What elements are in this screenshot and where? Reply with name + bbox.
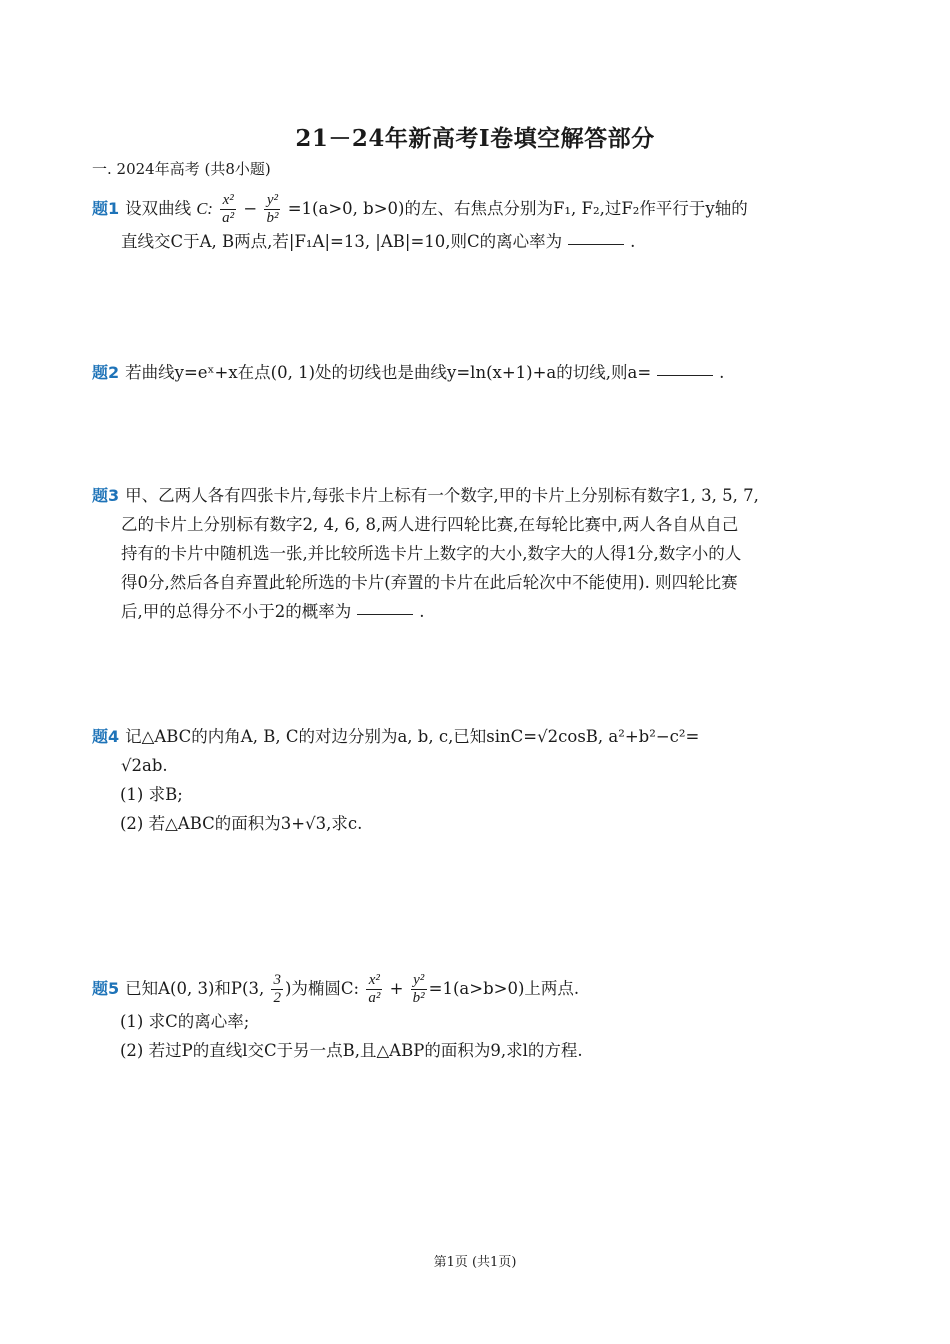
question-1-line-2 bbox=[92, 227, 862, 256]
question-4-part-1: (1) 求B; bbox=[120, 785, 183, 804]
question-5-part-2: (2) 若过P的直线l交C于另一点B,且△ABP的面积为9,求l的方程. bbox=[120, 1041, 583, 1060]
question-text: )为椭圆C: bbox=[284, 979, 360, 998]
question-1 bbox=[92, 192, 862, 256]
period: . bbox=[419, 602, 425, 621]
fraction-denominator: b² bbox=[412, 990, 425, 1006]
answer-blank[interactable] bbox=[657, 374, 713, 376]
question-4 bbox=[92, 722, 862, 838]
fraction-numerator: x² bbox=[220, 192, 236, 210]
question-text: 设双曲线 bbox=[125, 199, 192, 218]
question-5 bbox=[92, 972, 862, 1065]
question-4-part-2: (2) 若△ABC的面积为3+√3,求c. bbox=[120, 814, 363, 833]
fraction-denominator: b² bbox=[266, 210, 279, 226]
question-3-line-5 bbox=[92, 597, 862, 626]
question-1-line-1 bbox=[92, 192, 862, 227]
question-4-line-2: √2ab. bbox=[121, 756, 168, 775]
math-operator: − bbox=[243, 199, 258, 218]
question-number: 题1 bbox=[92, 199, 120, 218]
fraction-numerator: x² bbox=[366, 972, 382, 990]
question-number: 题5 bbox=[92, 979, 120, 998]
question-4-line-1 bbox=[92, 722, 862, 751]
fraction-denominator: 2 bbox=[273, 990, 281, 1006]
question-5-line-1 bbox=[92, 972, 862, 1007]
fraction-y2-b2 bbox=[264, 192, 280, 227]
question-text: =1(a>b>0)上两点. bbox=[428, 979, 580, 998]
question-text: 的左、右焦点分别为F₁, F₂,过F₂作平行于y轴的 bbox=[404, 199, 748, 218]
fraction-numerator: y² bbox=[411, 972, 427, 990]
question-number: 题3 bbox=[92, 486, 120, 505]
question-number: 题4 bbox=[92, 727, 120, 746]
fraction-denominator: a² bbox=[368, 990, 381, 1006]
question-2 bbox=[92, 358, 862, 387]
question-number: 题2 bbox=[92, 363, 120, 382]
period: . bbox=[630, 232, 636, 251]
math-operator: + bbox=[389, 979, 404, 998]
question-text: 若曲线y=eˣ+x在点(0, 1)处的切线也是曲线y=ln(x+1)+a的切线,则a= bbox=[125, 363, 652, 382]
question-text: 已知A(0, 3)和P(3, bbox=[125, 979, 265, 998]
page-footer: 第1页 (共1页) bbox=[433, 1255, 517, 1270]
math-condition: =1(a>0, b>0) bbox=[287, 199, 405, 218]
answer-blank[interactable] bbox=[357, 613, 413, 615]
period: . bbox=[719, 363, 725, 382]
question-3-line-3: 持有的卡片中随机选一张,并比较所选卡片上数字的大小,数字大的人得1分,数字小的人 bbox=[121, 544, 742, 563]
fraction-x2-a2 bbox=[366, 972, 382, 1007]
question-3 bbox=[92, 481, 862, 626]
question-text: 记△ABC的内角A, B, C的对边分别为a, b, c,已知sinC=√2cosB, a²+b²−c²= bbox=[125, 727, 700, 746]
section-heading: 一. 2024年高考 (共8小题) bbox=[92, 160, 271, 178]
question-3-line-4: 得0分,然后各自弃置此轮所选的卡片(弃置的卡片在此后轮次中不能使用). 则四轮比赛 bbox=[121, 573, 738, 592]
math-label: C: bbox=[196, 199, 213, 218]
fraction-numerator: y² bbox=[264, 192, 280, 210]
page-title: 21－24年新高考I卷填空解答部分 bbox=[295, 125, 655, 152]
fraction-x2-a2 bbox=[220, 192, 236, 227]
fraction-y2-b2 bbox=[411, 972, 427, 1007]
answer-blank[interactable] bbox=[568, 243, 624, 245]
question-3-line-1 bbox=[92, 481, 862, 510]
question-text: 甲、乙两人各有四张卡片,每张卡片上标有一个数字,甲的卡片上分别标有数字1, 3, 5, 7, bbox=[125, 486, 759, 505]
fraction-denominator: a² bbox=[222, 210, 235, 226]
question-3-line-2: 乙的卡片上分别标有数字2, 4, 6, 8,两人进行四轮比赛,在每轮比赛中,两人各自从自己 bbox=[121, 515, 739, 534]
fraction-numerator: 3 bbox=[273, 972, 281, 988]
question-text: 后,甲的总得分不小于2的概率为 bbox=[121, 602, 352, 621]
question-5-part-1: (1) 求C的离心率; bbox=[120, 1012, 250, 1031]
question-text: 直线交C于A, B两点,若|F₁A|=13, |AB|=10,则C的离心率为 bbox=[121, 232, 563, 251]
fraction-3-2 bbox=[271, 972, 283, 1007]
